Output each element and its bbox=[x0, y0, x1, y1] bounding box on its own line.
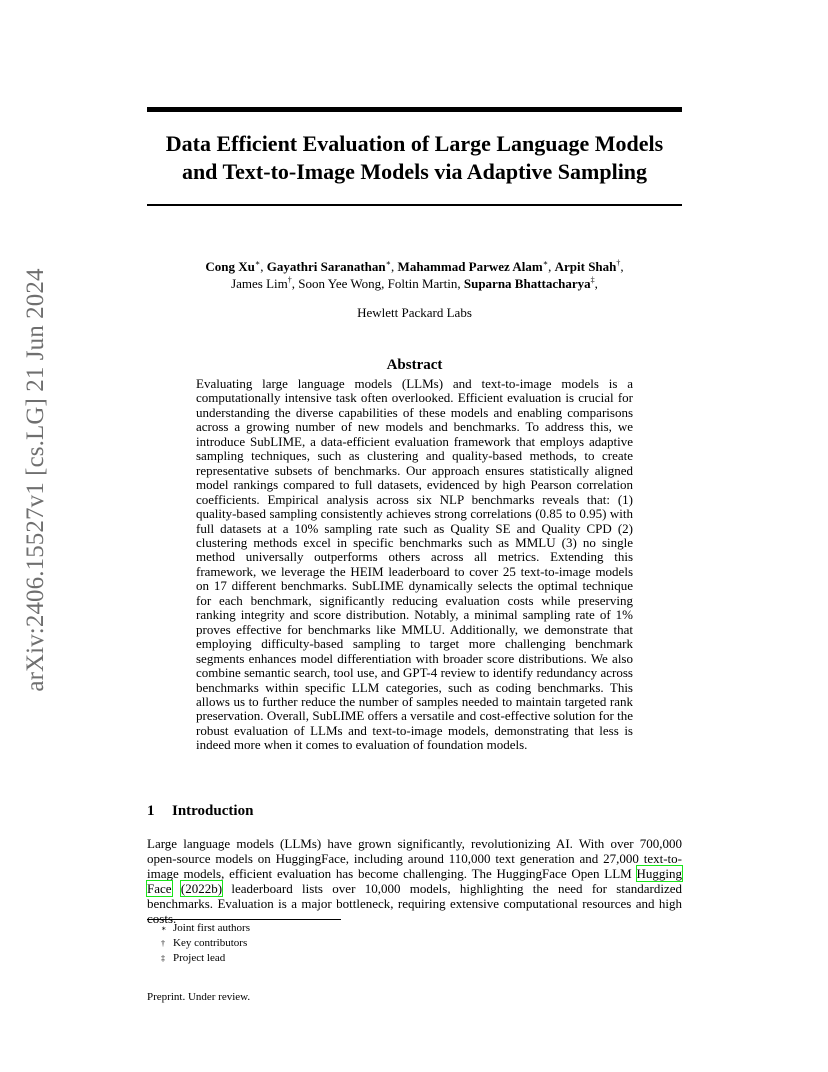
footnote-text: Project lead bbox=[173, 952, 226, 964]
footnotes bbox=[161, 921, 250, 966]
section-title: Introduction bbox=[172, 803, 254, 819]
preprint-note: Preprint. Under review. bbox=[147, 991, 251, 1003]
footnote-item bbox=[161, 951, 250, 966]
author-name: Suparna Bhattacharya bbox=[463, 276, 591, 291]
citation-year-link[interactable]: (2022b) bbox=[180, 880, 223, 896]
title-line-1: Data Efficient Evaluation of Large Language Models bbox=[165, 131, 664, 156]
section-heading-introduction bbox=[147, 803, 253, 820]
author-name: Soon Yee Wong bbox=[298, 276, 382, 291]
footnote-text: Joint first authors bbox=[173, 922, 250, 934]
footnote-mark: † bbox=[161, 939, 165, 948]
section-number: 1 bbox=[147, 803, 155, 819]
title-line-2: and Text-to-Image Models via Adaptive Sampling bbox=[181, 159, 648, 184]
footnote-item bbox=[161, 921, 250, 936]
author-mark: ∗ bbox=[542, 258, 549, 268]
citation-link[interactable]: Hugging Face bbox=[147, 865, 682, 896]
footnote-item bbox=[161, 936, 250, 951]
author-name: Gayathri Saranathan bbox=[266, 259, 386, 274]
author-mark: † bbox=[287, 275, 292, 285]
author-mark: ‡ bbox=[590, 275, 595, 285]
title-bottom-rule bbox=[147, 204, 682, 206]
paper-title bbox=[147, 130, 682, 186]
author-name: Mahammad Parwez Alam bbox=[397, 259, 543, 274]
intro-text-continued: leaderboard lists over 10,000 models, highlighting the need for standardized benchmarks. Evaluation is a major bottleneck, requiring extensive computational resources and high bbox=[147, 880, 683, 911]
footnote-mark: ∗ bbox=[161, 924, 167, 933]
introduction-paragraph bbox=[147, 837, 682, 926]
author-list: Cong Xu∗, Gayathri Saranathan∗, Mahammad Parwez Alam∗, Arpit Shah†, James Lim†, Soon Yee Wong, Foltin Martin, Suparna Bhattacharya‡, bbox=[205, 258, 624, 291]
footnote-rule bbox=[147, 919, 341, 920]
author-mark: ∗ bbox=[385, 258, 392, 268]
intro-text: Large language models (LLMs) have grown significantly, revolutionizing AI. With over 700,000 open-source models on HuggingFace, including around 110,000 text generation and 27,000 text-to-image models, efficient evaluation has become challenging. The HuggingFace Open LLM bbox=[147, 836, 682, 881]
affiliation: Hewlett Packard Labs bbox=[357, 305, 472, 320]
author-name: Cong Xu bbox=[205, 259, 255, 274]
title-top-rule bbox=[147, 107, 682, 112]
author-name: Foltin Martin bbox=[387, 276, 458, 291]
author-name: James Lim bbox=[231, 276, 288, 291]
author-mark: ∗ bbox=[254, 258, 261, 268]
footnote-mark: ‡ bbox=[161, 954, 165, 963]
author-mark: † bbox=[616, 258, 621, 268]
abstract-text: Evaluating large language models (LLMs) and text-to-image models is a computationally intensive task often overlooked. Efficient evaluation is crucial for understanding the diverse capabilities of these models and enabling comparisons across a growing number of new models and benchmarks. To address this, we introduce SubLIME, a data-efficient evaluation framework that employs adaptive sampling techniques, such as clustering and quality-based methods, to create representative subsets of benchmarks. Our approach ensures statistically aligned model rankings compared to full datasets, evidenced by high Pearson correlation coefficients. Empirical analysis across six NLP benchmarks reveals that: (1) quality-based sampling consistently achieves strong correlations (0.85 to 0.95) with full datasets at a 10% sampling rate such as Quality SE and Quality CPD (2) clustering methods excel in specific benchmarks such as MMLU (3) no single method universally outperforms others across all metrics. Extending this framework, we leverage the HEIM leaderboard to cover 25 text-to-image models on 17 different benchmarks. SubLIME dynamically selects the optimal technique for each benchmark, significantly reducing evaluation costs while preserving ranking integrity and score distribution. Notably, a minimal sampling rate of 1% proves effective for benchmarks like MMLU. Additionally, we demonstrate that employing difficulty-based sampling to target more challenging benchmark segments enhances model differentiation with broader score distributions. We also combine semantic search, tool use, and GPT-4 review to identify redundancy across benchmarks within specific LLM categories, such as coding benchmarks. This allows us to further reduce the number of samples needed to maintain targeted rank preservation. Overall, SubLIME offers a versatile and cost-effective solution for the robust evaluation of LLMs and text-to-image models, demonstrating that less is indeed more when it comes to evaluation of foundation models. bbox=[196, 376, 633, 753]
abstract-heading: Abstract bbox=[386, 357, 443, 373]
author-name: Arpit Shah bbox=[554, 259, 617, 274]
arxiv-identifier: arXiv:2406.15527v1 [cs.LG] 21 Jun 2024 bbox=[22, 268, 49, 692]
footnote-text: Key contributors bbox=[173, 937, 248, 949]
